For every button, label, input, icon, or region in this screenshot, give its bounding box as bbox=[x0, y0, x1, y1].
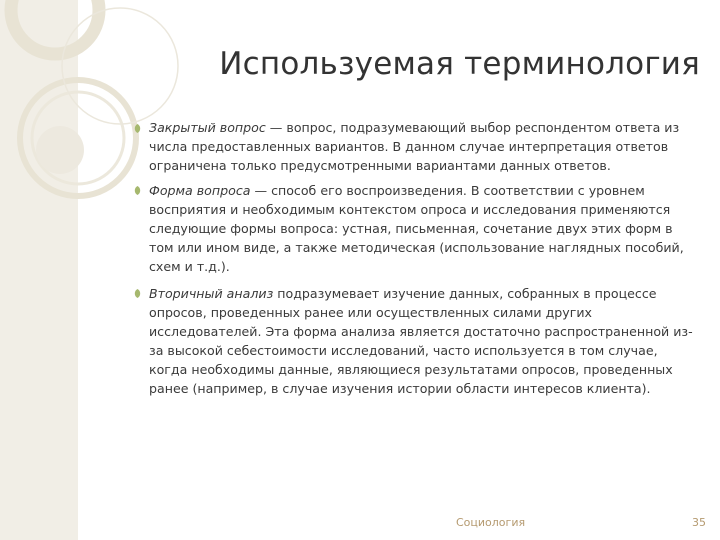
term-name: Форма вопроса bbox=[149, 183, 251, 198]
term-definition: — вопрос, подразумевающий выбор респондентом ответа из числа предоставленных вариантов. В данном случае интерпретация ответов ограничена только предусмотренными вариантами данных ответов. bbox=[149, 120, 680, 173]
term-definition: подразумевает изучение данных, собранных в процессе опросов, проведенных ранее или осуществленных силами других исследователей. Эта форма анализа является достаточно распространенной из-за высокой себестоимости исследований, часто используется в том случае, когда необходимы данные, являющиеся результатами опросов, проведенных ранее (например, в случае изучения истории области интересов клиента). bbox=[149, 286, 693, 396]
term-item-secondary-analysis bbox=[149, 284, 697, 398]
page-number: 35 bbox=[692, 516, 706, 529]
leaf-bullet-icon bbox=[133, 186, 142, 195]
term-item-closed-question bbox=[149, 118, 697, 175]
term-item-question-form bbox=[149, 181, 697, 276]
leaf-bullet-icon bbox=[133, 124, 142, 133]
footer-subject: Социология bbox=[456, 516, 526, 529]
term-name: Вторичный анализ bbox=[149, 286, 274, 301]
term-definition: — способ его воспроизведения. В соответствии с уровнем восприятия и необходимым контекстом опроса и исследования применяются следующие формы вопроса: устная, письменная, сочетание двух этих форм в том или ином виде, а также методическая (использование наглядных пособий, схем и т.д.). bbox=[149, 183, 684, 274]
slide-title: Используемая терминология bbox=[219, 46, 700, 82]
term-name: Закрытый вопрос bbox=[149, 120, 266, 135]
leaf-bullet-icon bbox=[133, 289, 142, 298]
